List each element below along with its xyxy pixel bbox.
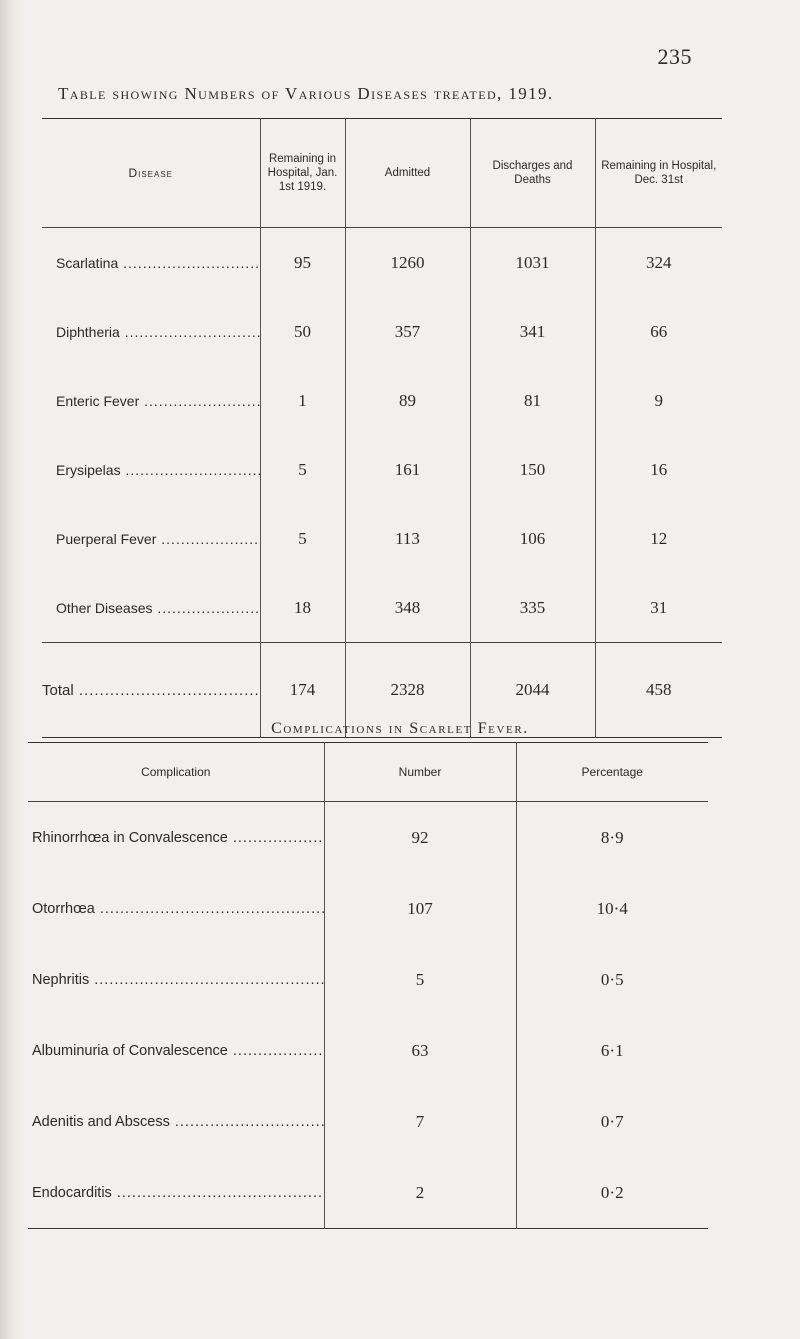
table-row: [42, 366, 722, 435]
table-row: [42, 573, 722, 643]
discharges-value: 106: [470, 504, 595, 573]
admitted-value: 348: [345, 573, 470, 643]
discharges-value: 335: [470, 573, 595, 643]
remaining-dec-value: 12: [595, 504, 722, 573]
admitted-value: 113: [345, 504, 470, 573]
percentage-value: 6·1: [516, 1015, 708, 1086]
table-row: [28, 944, 708, 1015]
disease-name: Diphtheria .....: [42, 297, 260, 366]
percentage-value: 10·4: [516, 873, 708, 944]
discharges-value: 81: [470, 366, 595, 435]
disease-name: Puerperal Fever .....: [42, 504, 260, 573]
total-remaining-jan: 174: [260, 643, 345, 738]
complication-name: Endocarditis .....: [28, 1157, 324, 1229]
complication-name: Nephritis .....: [28, 944, 324, 1015]
number-value: 107: [324, 873, 516, 944]
table-row: [28, 802, 708, 874]
total-remaining-dec: 458: [595, 643, 722, 738]
page-edge-shadow: [0, 0, 22, 1339]
table-row: [28, 1015, 708, 1086]
percentage-value: 0·5: [516, 944, 708, 1015]
complication-name: Rhinorrhœa in Convalescence .....: [28, 802, 324, 874]
table-row: [28, 1086, 708, 1157]
number-value: 5: [324, 944, 516, 1015]
table-row: [28, 873, 708, 944]
remaining-dec-value: 9: [595, 366, 722, 435]
page-number: 235: [657, 44, 692, 69]
header-number: Number: [324, 743, 516, 802]
admitted-value: 357: [345, 297, 470, 366]
table-row: [42, 504, 722, 573]
number-value: 7: [324, 1086, 516, 1157]
number-value: 2: [324, 1157, 516, 1229]
admitted-value: 161: [345, 435, 470, 504]
remaining-dec-value: 16: [595, 435, 722, 504]
header-remaining-jan: Remaining in Hospital, Jan. 1st 1919.: [260, 119, 345, 228]
discharges-value: 1031: [470, 228, 595, 298]
percentage-value: 8·9: [516, 802, 708, 874]
complications-table: [28, 742, 708, 1229]
percentage-value: 0·7: [516, 1086, 708, 1157]
disease-name: Enteric Fever .....: [42, 366, 260, 435]
header-disease: Disease: [42, 119, 260, 228]
percentage-value: 0·2: [516, 1157, 708, 1229]
complication-name: Otorrhœa .....: [28, 873, 324, 944]
header-remaining-dec: Remaining in Hospital, Dec. 31st: [595, 119, 722, 228]
total-label: Total .....: [42, 643, 260, 738]
remaining-dec-value: 66: [595, 297, 722, 366]
total-discharges: 2044: [470, 643, 595, 738]
complication-name: Adenitis and Abscess .....: [28, 1086, 324, 1157]
remaining-dec-value: 324: [595, 228, 722, 298]
table-header-row: [42, 119, 722, 228]
header-admitted: Admitted: [345, 119, 470, 228]
number-value: 92: [324, 802, 516, 874]
table-row: [42, 435, 722, 504]
remaining-jan-value: 5: [260, 435, 345, 504]
table2-title: Complications in Scarlet Fever.: [271, 720, 529, 737]
total-admitted: 2328: [345, 643, 470, 738]
number-value: 63: [324, 1015, 516, 1086]
header-discharges: Discharges and Deaths: [470, 119, 595, 228]
table-row: [28, 1157, 708, 1229]
disease-name: Scarlatina .....: [42, 228, 260, 298]
remaining-jan-value: 5: [260, 504, 345, 573]
remaining-jan-value: 50: [260, 297, 345, 366]
discharges-value: 341: [470, 297, 595, 366]
disease-name: Other Diseases .....: [42, 573, 260, 643]
table1-title: Table showing Numbers of Various Diseases treated, 1919.: [58, 84, 554, 103]
table-row: [42, 297, 722, 366]
admitted-value: 1260: [345, 228, 470, 298]
remaining-jan-value: 95: [260, 228, 345, 298]
remaining-jan-value: 1: [260, 366, 345, 435]
admitted-value: 89: [345, 366, 470, 435]
remaining-dec-value: 31: [595, 573, 722, 643]
disease-name: Erysipelas .....: [42, 435, 260, 504]
table-header-row: [28, 743, 708, 802]
complication-name: Albuminuria of Convalescence .....: [28, 1015, 324, 1086]
table-row: [42, 228, 722, 298]
remaining-jan-value: 18: [260, 573, 345, 643]
discharges-value: 150: [470, 435, 595, 504]
header-percentage: Percentage: [516, 743, 708, 802]
header-complication: Complication: [28, 743, 324, 802]
diseases-table: [42, 118, 722, 738]
